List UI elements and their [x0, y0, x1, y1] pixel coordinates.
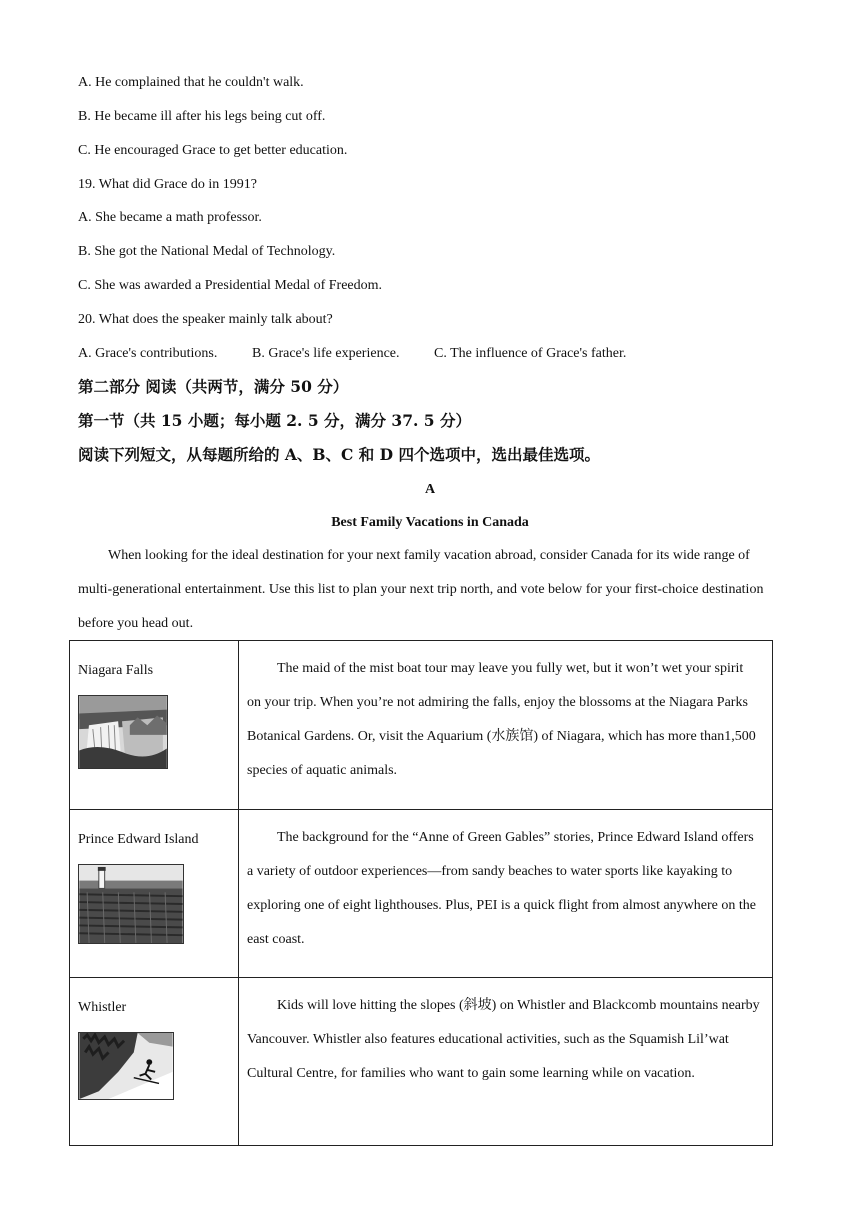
q19-option-a: A. She became a math professor.: [78, 210, 262, 225]
passage-title: Best Family Vacations in Canada: [331, 515, 529, 530]
table-row: [70, 978, 773, 1146]
destination-name: Whistler: [78, 1000, 127, 1015]
q20-option-b: B. Grace's life experience.: [252, 346, 400, 361]
destination-name: Prince Edward Island: [78, 832, 199, 847]
section-heading: 第二部分 阅读（共两节，满分 50 分）: [78, 377, 349, 396]
destination-description: [239, 641, 773, 810]
q19-option-b: B. She got the National Medal of Technology.: [78, 244, 336, 259]
q19-question: 19. What did Grace do in 1991?: [78, 177, 257, 192]
waterfall-photo-icon: [78, 695, 168, 769]
q18-option-a: A. He complained that he couldn't walk.: [78, 75, 304, 90]
passage-intro: When looking for the ideal destination for your next family vacation abroad, consider Canada for its wide range of multi-generational entertainment. Use this list to plan your next trip north, and vote below for your first-choice destination before you head out.: [78, 548, 764, 631]
destination-cell: [70, 978, 239, 1146]
table-row: [70, 641, 773, 810]
destination-name: Niagara Falls: [78, 663, 154, 678]
subsection-heading: 第一节（共 15 小题；每小题 2. 5 分，满分 37. 5 分）: [78, 411, 471, 430]
q20-question: 20. What does the speaker mainly talk about?: [78, 312, 333, 327]
q20-option-c: C. The influence of Grace's father.: [434, 346, 627, 361]
lighthouse-field-photo-icon: [78, 864, 184, 944]
passage-letter: A: [424, 482, 436, 497]
q18-option-c: C. He encouraged Grace to get better education.: [78, 143, 348, 158]
q20-option-a: A. Grace's contributions.: [78, 346, 218, 361]
destination-cell: [70, 810, 239, 978]
destinations-table: [69, 640, 773, 1146]
table-row: [70, 810, 773, 978]
destination-text: Kids will love hitting the slopes (斜坡) on Whistler and Blackcomb mountains nearby Vancouver. Whistler also features educational activities, such as the Squamish Lil’wat Cultural Centre, for families who want to gain some learning while on vacation.: [247, 998, 760, 1081]
destination-description: [239, 978, 773, 1146]
q19-option-c: C. She was awarded a Presidential Medal of Freedom.: [78, 278, 383, 293]
destination-description: [239, 810, 773, 978]
destination-text: The background for the “Anne of Green Gables” stories, Prince Edward Island offers a variety of outdoor experiences—from sandy beaches to water sports like kayaking to exploring one of eight lighthouses. Plus, PEI is a quick flight from almost anywhere on the east coast.: [247, 830, 756, 947]
destination-cell: [70, 641, 239, 810]
q20-options: [78, 344, 626, 364]
destination-text: The maid of the mist boat tour may leave you fully wet, but it won’t wet your spirit on your trip. When you’re not admiring the falls, enjoy the blossoms at the Niagara Parks Botanical Gardens. Or, visit the Aquarium (水族馆) of Niagara, which has more than1,500 species of aquatic animals.: [247, 661, 756, 778]
skier-photo-icon: [78, 1032, 174, 1100]
q18-option-b: B. He became ill after his legs being cut off.: [78, 109, 326, 124]
instruction: 阅读下列短文，从每题所给的 A、B、C 和 D 四个选项中，选出最佳选项。: [78, 445, 600, 464]
